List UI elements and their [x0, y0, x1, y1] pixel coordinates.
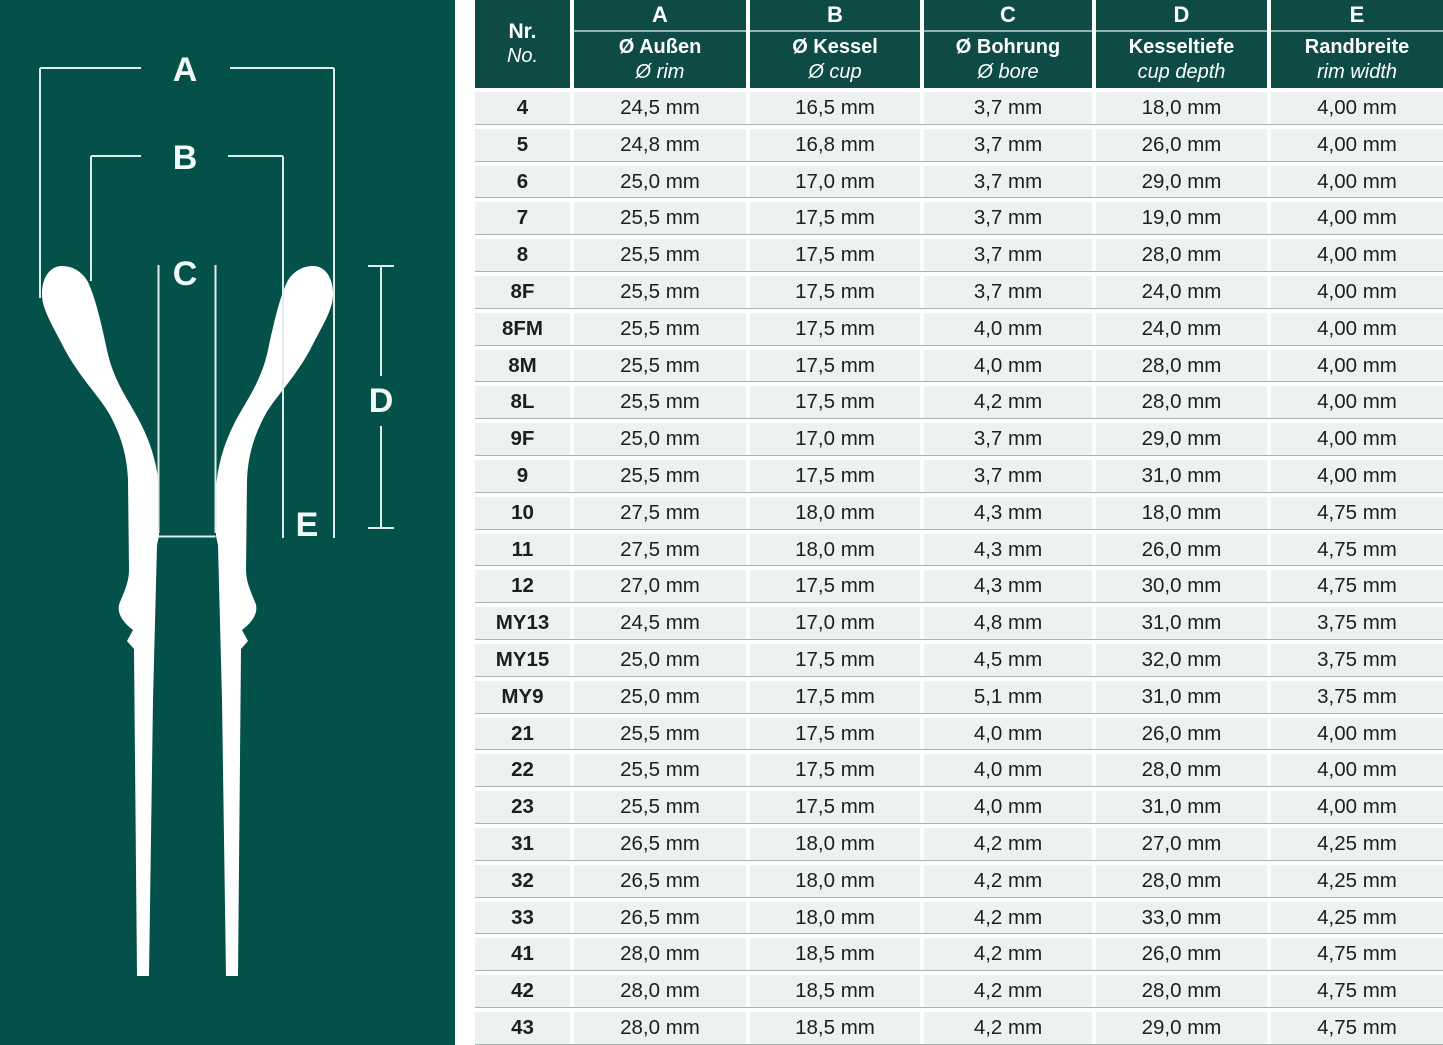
cell-a: 25,5 mm — [574, 754, 746, 786]
cell-b: 17,5 mm — [750, 754, 920, 786]
cell-c: 4,5 mm — [924, 644, 1092, 676]
header-cell-nr — [475, 0, 570, 88]
cell-a: 28,0 mm — [574, 938, 746, 970]
cell-e: 4,00 mm — [1271, 423, 1443, 455]
cell-a: 25,5 mm — [574, 276, 746, 308]
cell-nr: 8M — [475, 350, 570, 382]
table-row — [475, 166, 1443, 199]
table-row — [475, 92, 1443, 125]
table-row — [475, 865, 1443, 898]
cell-e: 4,25 mm — [1271, 902, 1443, 934]
cell-e: 4,00 mm — [1271, 166, 1443, 198]
cell-b: 17,5 mm — [750, 386, 920, 418]
dim-label-e: E — [295, 506, 319, 544]
cell-a: 25,0 mm — [574, 166, 746, 198]
cell-d: 31,0 mm — [1096, 791, 1267, 823]
cell-a: 26,5 mm — [574, 902, 746, 934]
cell-d: 31,0 mm — [1096, 607, 1267, 639]
table-header — [475, 0, 1443, 88]
cell-c: 3,7 mm — [924, 166, 1092, 198]
cell-c: 3,7 mm — [924, 129, 1092, 161]
cell-e: 4,00 mm — [1271, 202, 1443, 234]
cell-b: 18,0 mm — [750, 534, 920, 566]
header-de-d: Kesseltiefe — [1128, 36, 1235, 58]
cell-e: 4,25 mm — [1271, 865, 1443, 897]
cell-b: 17,5 mm — [750, 718, 920, 750]
mouthpiece-left-wall — [42, 266, 159, 976]
header-en-b: Ø cup — [808, 61, 862, 83]
header-en-c: Ø bore — [977, 61, 1039, 83]
cell-e: 3,75 mm — [1271, 644, 1443, 676]
cell-d: 30,0 mm — [1096, 570, 1267, 602]
cell-b: 17,5 mm — [750, 276, 920, 308]
cell-d: 26,0 mm — [1096, 534, 1267, 566]
cell-d: 19,0 mm — [1096, 202, 1267, 234]
header-letter-e: E — [1271, 0, 1443, 32]
table-row — [475, 1012, 1443, 1045]
cell-nr: 31 — [475, 828, 570, 860]
table-row — [475, 386, 1443, 419]
cell-d: 33,0 mm — [1096, 902, 1267, 934]
cell-nr: MY15 — [475, 644, 570, 676]
cell-d: 28,0 mm — [1096, 865, 1267, 897]
cell-b: 17,5 mm — [750, 239, 920, 271]
table-row — [475, 754, 1443, 787]
cell-b: 17,5 mm — [750, 681, 920, 713]
cell-a: 25,5 mm — [574, 460, 746, 492]
header-letter-b: B — [750, 0, 920, 32]
cell-c: 4,2 mm — [924, 938, 1092, 970]
cell-a: 25,5 mm — [574, 386, 746, 418]
cell-d: 18,0 mm — [1096, 497, 1267, 529]
cell-c: 3,7 mm — [924, 276, 1092, 308]
cell-b: 17,0 mm — [750, 423, 920, 455]
table-row — [475, 938, 1443, 971]
cell-b: 18,0 mm — [750, 828, 920, 860]
cell-e: 4,00 mm — [1271, 460, 1443, 492]
cell-nr: 21 — [475, 718, 570, 750]
cell-b: 17,5 mm — [750, 460, 920, 492]
table-row — [475, 202, 1443, 235]
cell-c: 3,7 mm — [924, 202, 1092, 234]
cell-c: 4,0 mm — [924, 754, 1092, 786]
cell-b: 18,0 mm — [750, 865, 920, 897]
mouthpiece-right-wall — [216, 266, 333, 976]
cell-b: 18,0 mm — [750, 497, 920, 529]
cell-c: 4,2 mm — [924, 865, 1092, 897]
cell-d: 28,0 mm — [1096, 386, 1267, 418]
cell-e: 3,75 mm — [1271, 607, 1443, 639]
cell-c: 4,2 mm — [924, 1012, 1092, 1044]
cell-c: 4,2 mm — [924, 975, 1092, 1007]
cell-b: 17,5 mm — [750, 350, 920, 382]
cell-c: 4,0 mm — [924, 350, 1092, 382]
cell-nr: 8L — [475, 386, 570, 418]
cell-nr: MY9 — [475, 681, 570, 713]
cell-a: 25,5 mm — [574, 313, 746, 345]
cell-a: 28,0 mm — [574, 975, 746, 1007]
cell-nr: 42 — [475, 975, 570, 1007]
table-row — [475, 129, 1443, 162]
cell-a: 24,5 mm — [574, 92, 746, 124]
cell-a: 27,0 mm — [574, 570, 746, 602]
table-row — [475, 607, 1443, 640]
table-row — [475, 681, 1443, 714]
cell-d: 18,0 mm — [1096, 92, 1267, 124]
header-de-a: Ø Außen — [618, 36, 702, 58]
cell-c: 4,2 mm — [924, 902, 1092, 934]
cell-d: 28,0 mm — [1096, 350, 1267, 382]
table-row — [475, 975, 1443, 1008]
cell-b: 18,5 mm — [750, 975, 920, 1007]
cell-c: 4,2 mm — [924, 828, 1092, 860]
table-row — [475, 902, 1443, 935]
dim-label-a: A — [172, 51, 198, 89]
cell-c: 4,3 mm — [924, 497, 1092, 529]
cell-nr: 7 — [475, 202, 570, 234]
header-nr-label: Nr. — [508, 20, 537, 43]
cell-a: 25,5 mm — [574, 202, 746, 234]
cell-c: 4,3 mm — [924, 570, 1092, 602]
cell-nr: 8F — [475, 276, 570, 308]
header-de-e: Randbreite — [1304, 36, 1410, 58]
cell-d: 29,0 mm — [1096, 1012, 1267, 1044]
cell-a: 25,0 mm — [574, 644, 746, 676]
cell-nr: 9 — [475, 460, 570, 492]
cell-d: 26,0 mm — [1096, 129, 1267, 161]
spec-table — [475, 0, 1443, 1045]
cell-c: 3,7 mm — [924, 423, 1092, 455]
header-en-e: rim width — [1316, 61, 1397, 83]
header-en-d: cup depth — [1137, 61, 1226, 83]
header-cell-a — [574, 0, 746, 88]
table-row — [475, 423, 1443, 456]
cell-nr: 43 — [475, 1012, 570, 1044]
cell-a: 26,5 mm — [574, 828, 746, 860]
header-letter-d: D — [1096, 0, 1267, 32]
table-row — [475, 497, 1443, 530]
cell-d: 29,0 mm — [1096, 423, 1267, 455]
cell-c: 5,1 mm — [924, 681, 1092, 713]
cell-nr: 33 — [475, 902, 570, 934]
cell-a: 25,5 mm — [574, 791, 746, 823]
header-cell-d — [1096, 0, 1267, 88]
table-row — [475, 239, 1443, 272]
header-de-c: Ø Bohrung — [955, 36, 1061, 58]
cell-a: 25,5 mm — [574, 718, 746, 750]
table-row — [475, 570, 1443, 603]
cell-d: 24,0 mm — [1096, 276, 1267, 308]
cell-nr: 11 — [475, 534, 570, 566]
cell-b: 17,5 mm — [750, 313, 920, 345]
cell-c: 4,0 mm — [924, 313, 1092, 345]
cell-b: 17,5 mm — [750, 202, 920, 234]
cell-a: 25,5 mm — [574, 239, 746, 271]
cell-d: 32,0 mm — [1096, 644, 1267, 676]
cell-b: 17,5 mm — [750, 791, 920, 823]
cell-e: 4,75 mm — [1271, 497, 1443, 529]
cell-a: 25,0 mm — [574, 681, 746, 713]
cell-b: 17,0 mm — [750, 166, 920, 198]
cell-a: 28,0 mm — [574, 1012, 746, 1044]
dim-label-b: B — [172, 139, 198, 177]
cell-b: 17,0 mm — [750, 607, 920, 639]
header-cell-e — [1271, 0, 1443, 88]
table-row — [475, 534, 1443, 567]
table-row — [475, 828, 1443, 861]
cell-e: 4,00 mm — [1271, 386, 1443, 418]
cell-nr: 8FM — [475, 313, 570, 345]
cell-a: 25,0 mm — [574, 423, 746, 455]
cell-e: 4,00 mm — [1271, 239, 1443, 271]
cell-d: 31,0 mm — [1096, 460, 1267, 492]
header-letter-c: C — [924, 0, 1092, 32]
cell-d: 26,0 mm — [1096, 938, 1267, 970]
table-row — [475, 718, 1443, 751]
cell-a: 27,5 mm — [574, 497, 746, 529]
table-row — [475, 460, 1443, 493]
cell-e: 4,00 mm — [1271, 313, 1443, 345]
cell-d: 24,0 mm — [1096, 313, 1267, 345]
cell-e: 4,00 mm — [1271, 718, 1443, 750]
cell-b: 17,5 mm — [750, 644, 920, 676]
header-letter-a: A — [574, 0, 746, 32]
table-row — [475, 276, 1443, 309]
cell-c: 4,8 mm — [924, 607, 1092, 639]
cell-d: 27,0 mm — [1096, 828, 1267, 860]
cell-nr: 12 — [475, 570, 570, 602]
header-en-a: Ø rim — [635, 61, 685, 83]
cell-b: 17,5 mm — [750, 570, 920, 602]
cell-a: 25,5 mm — [574, 350, 746, 382]
cell-e: 4,75 mm — [1271, 570, 1443, 602]
table-row — [475, 313, 1443, 346]
mouthpiece-cross-section — [0, 0, 455, 1045]
cell-d: 26,0 mm — [1096, 718, 1267, 750]
cell-nr: 8 — [475, 239, 570, 271]
cell-b: 18,5 mm — [750, 1012, 920, 1044]
cell-c: 3,7 mm — [924, 460, 1092, 492]
cell-c: 4,2 mm — [924, 386, 1092, 418]
header-cell-c — [924, 0, 1092, 88]
cell-e: 4,75 mm — [1271, 1012, 1443, 1044]
cell-nr: 23 — [475, 791, 570, 823]
dim-label-c: C — [172, 255, 198, 293]
cell-a: 24,5 mm — [574, 607, 746, 639]
header-no-label: No. — [506, 45, 539, 67]
cell-nr: 9F — [475, 423, 570, 455]
cell-d: 28,0 mm — [1096, 239, 1267, 271]
cell-b: 16,8 mm — [750, 129, 920, 161]
header-de-b: Ø Kessel — [792, 36, 878, 58]
cell-b: 18,5 mm — [750, 938, 920, 970]
table-row — [475, 791, 1443, 824]
cell-b: 16,5 mm — [750, 92, 920, 124]
cell-c: 4,0 mm — [924, 791, 1092, 823]
cell-a: 24,8 mm — [574, 129, 746, 161]
cell-d: 28,0 mm — [1096, 975, 1267, 1007]
cell-e: 4,00 mm — [1271, 129, 1443, 161]
cell-c: 3,7 mm — [924, 239, 1092, 271]
cell-e: 4,00 mm — [1271, 791, 1443, 823]
cell-nr: 41 — [475, 938, 570, 970]
cell-c: 4,3 mm — [924, 534, 1092, 566]
cell-nr: 22 — [475, 754, 570, 786]
cell-e: 4,75 mm — [1271, 534, 1443, 566]
mouthpiece-diagram — [0, 0, 455, 1045]
cell-nr: 10 — [475, 497, 570, 529]
cell-b: 18,0 mm — [750, 902, 920, 934]
cell-nr: 5 — [475, 129, 570, 161]
cell-d: 31,0 mm — [1096, 681, 1267, 713]
table-row — [475, 350, 1443, 383]
header-cell-b — [750, 0, 920, 88]
cell-e: 4,75 mm — [1271, 938, 1443, 970]
cell-e: 4,00 mm — [1271, 350, 1443, 382]
cell-a: 26,5 mm — [574, 865, 746, 897]
cell-e: 4,00 mm — [1271, 276, 1443, 308]
cell-e: 4,00 mm — [1271, 92, 1443, 124]
table-row — [475, 644, 1443, 677]
cell-e: 4,25 mm — [1271, 828, 1443, 860]
cell-a: 27,5 mm — [574, 534, 746, 566]
cell-nr: 32 — [475, 865, 570, 897]
cell-c: 4,0 mm — [924, 718, 1092, 750]
cell-nr: 6 — [475, 166, 570, 198]
cell-nr: 4 — [475, 92, 570, 124]
dim-label-d: D — [368, 382, 394, 420]
cell-d: 28,0 mm — [1096, 754, 1267, 786]
cell-e: 4,75 mm — [1271, 975, 1443, 1007]
cell-e: 4,00 mm — [1271, 754, 1443, 786]
cell-c: 3,7 mm — [924, 92, 1092, 124]
table-body — [475, 88, 1443, 1045]
cell-e: 3,75 mm — [1271, 681, 1443, 713]
cell-d: 29,0 mm — [1096, 166, 1267, 198]
cell-nr: MY13 — [475, 607, 570, 639]
